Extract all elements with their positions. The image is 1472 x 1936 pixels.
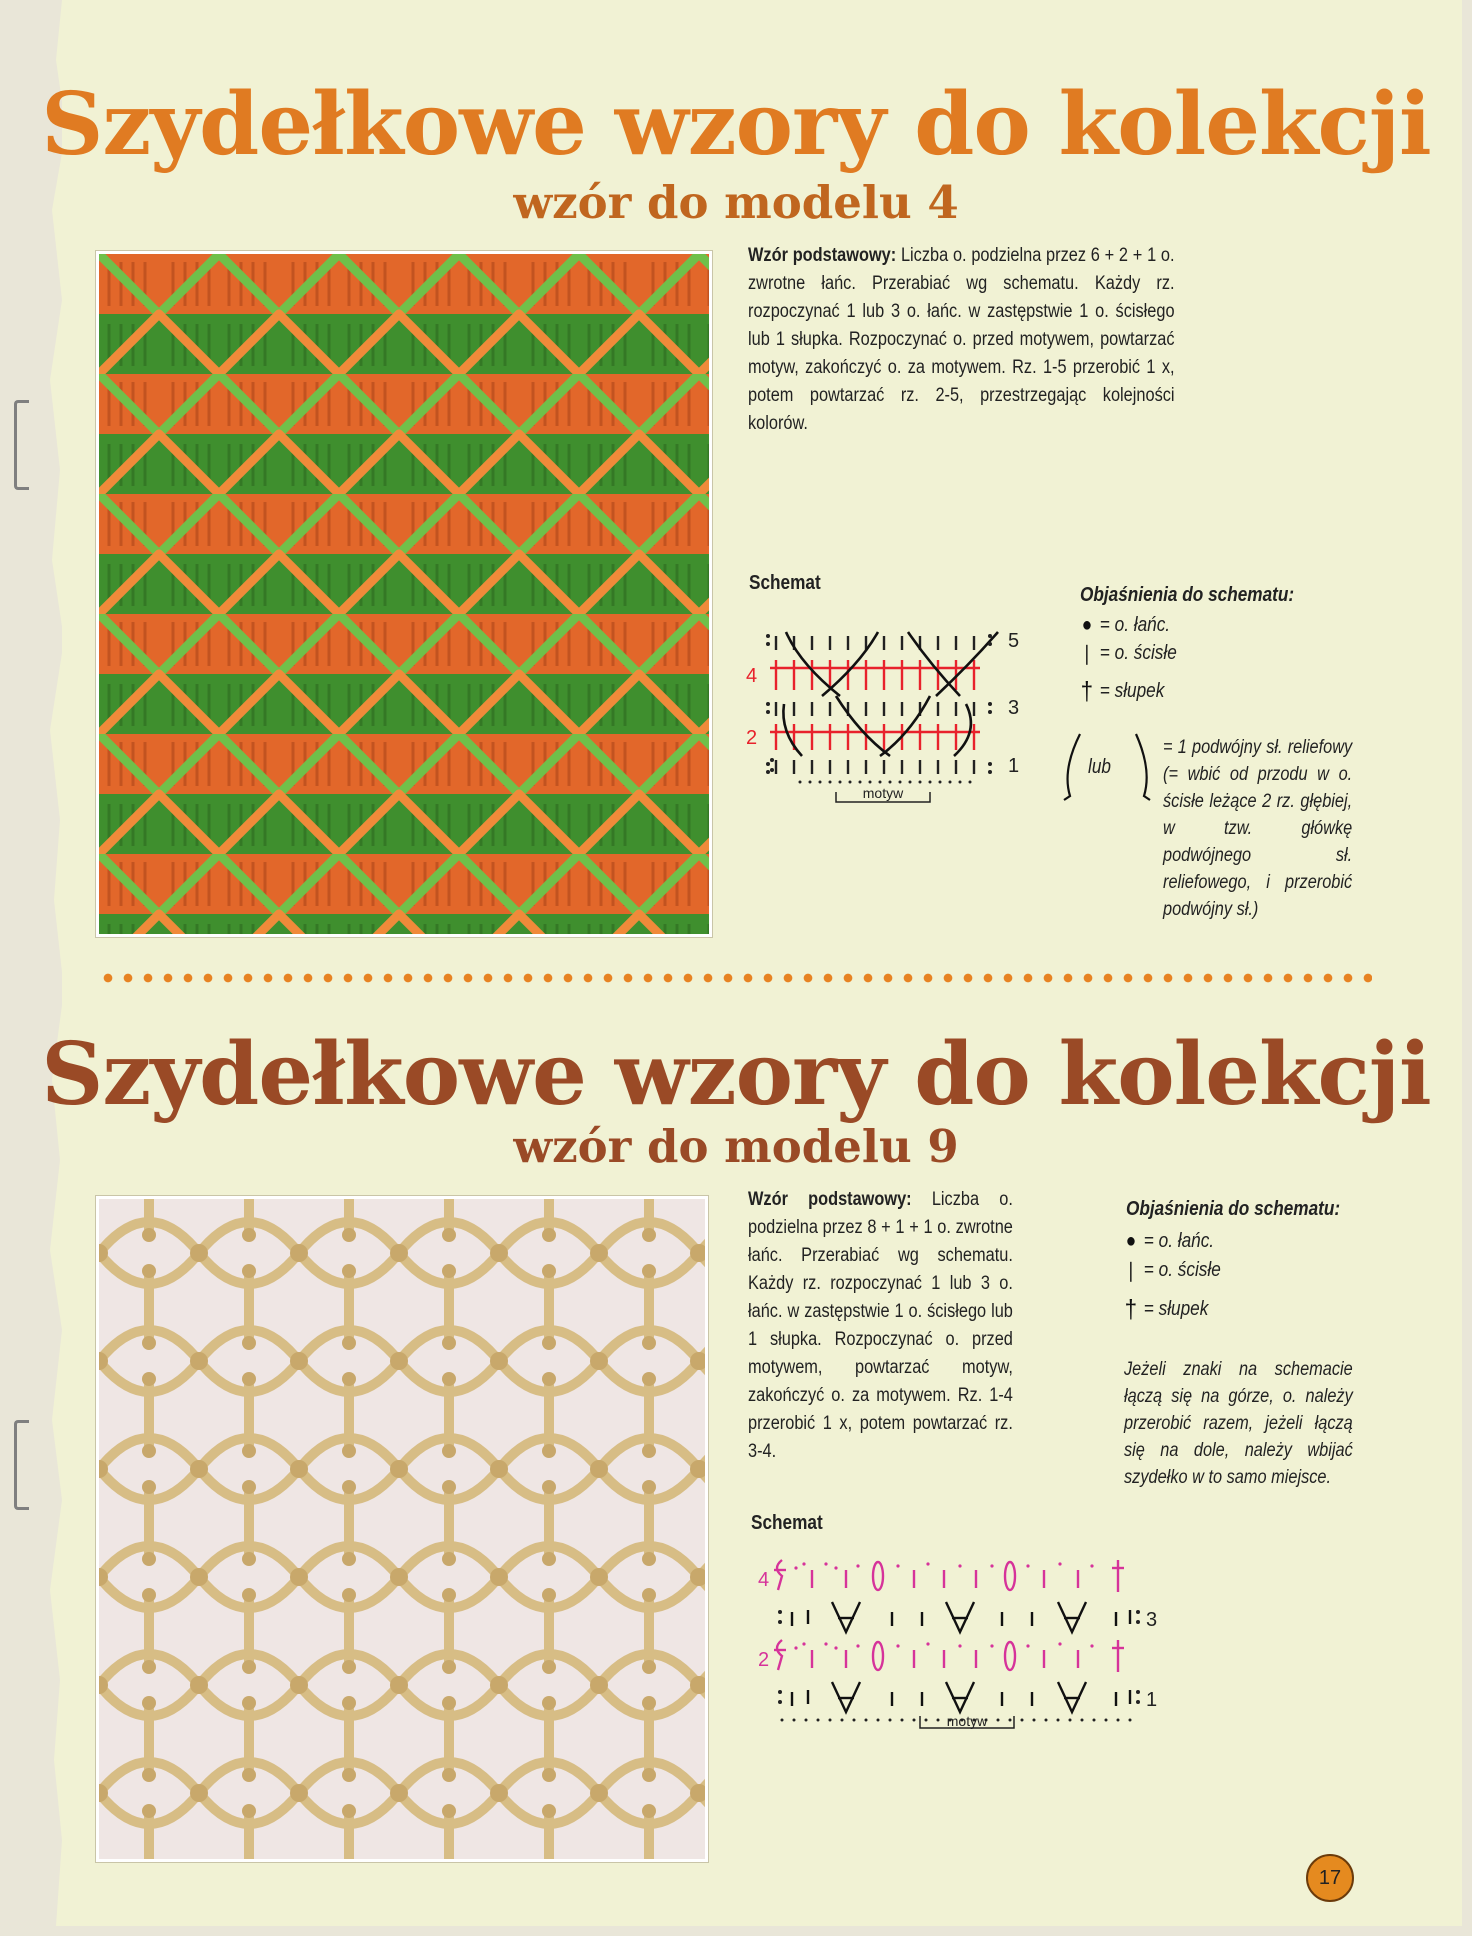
section1-legend-treble: † = słupek [1074,676,1164,707]
section2-base-pattern-text [748,1186,1013,1466]
section1-crochet-chart [740,624,1030,816]
stitch-photo-model-9 [96,1196,708,1862]
dagger-icon: † [1124,1294,1138,1324]
section1-legend-single: ❘ = o. ścisłe [1074,641,1177,666]
section2-subtitle: wzór do modelu 9 [513,1120,959,1173]
section1-row-number-4: 4 [746,665,758,687]
section2-base-pattern-label: Wzór podstawowy: [748,1189,912,1210]
section2-motif-label: motyw [946,1713,988,1729]
section2-legend-single: ❘ = o. ścisłe [1118,1258,1221,1283]
section1-row-number-2: 2 [746,727,758,749]
dotted-divider [98,971,1372,985]
section1-legend-title: Objaśnienia do schematu: [1080,584,1295,606]
dot-icon: ● [1081,614,1093,636]
staple [14,400,29,490]
torn-paper-edge [22,0,62,1926]
section2-joining-note: Jeżeli znaki na schemacie łączą się na górze, o. należy przerobić razem, jeżeli łączą się na dole, należy wbijać szydełko w to samo miejsce. [1124,1359,1353,1488]
section2-legend-chain: ● = o. łańc. [1118,1230,1214,1253]
section1-row-number-3: 3 [1008,697,1020,719]
section1-base-pattern-label: Wzór podstawowy: [748,245,897,266]
page-number: 17 [1306,1854,1354,1902]
section1-legend-chain: ● = o. łańc. [1074,614,1170,637]
section1-base-pattern-body: Liczba o. podzielna przez 6 + 2 + 1 o. zwrotne łańc. Przerabiać wg schematu. Każdy rz. rozpoczynać 1 lub 3 o. łańc. w zastępstwie 1 o. ścisłego lub 1 słupka. Rozpoczynać o. przed motywem, powtarzać motyw, zakończyć o. za motywem. Rz. 1-5 przerobić 1 x, potem powtarzać rz. 2-5, przestrzegając kolejności kolorów. [748,245,1175,434]
section2-title: Szydełkowe wzory do kolekcji [41,1024,1431,1125]
staple [14,1420,29,1510]
section2-schema-label: Schemat [751,1512,823,1534]
section1-subtitle: wzór do modelu 4 [513,176,959,229]
dot-icon: ● [1125,1230,1137,1252]
section1-base-pattern-text [748,242,1175,438]
section1-row-number-1: 1 [1008,755,1020,777]
section1-lub-label: lub [1088,756,1111,778]
section1-relief-explanation: = 1 podwójny sł. reliefowy (= wbić od przodu w o. ścisłe leżące 2 rz. głębiej, w tzw. główkę podwójnego sł. reliefowego, i przerobić podwójny sł.) [1163,737,1353,920]
section2-row-number-1: 1 [1146,1689,1158,1711]
vertical-bar-icon: ❘ [1123,1260,1139,1282]
vertical-bar-icon: ❘ [1079,643,1095,665]
dagger-icon: † [1080,676,1094,706]
section2-legend-treble: † = słupek [1118,1294,1208,1325]
section1-schema-label: Schemat [749,572,821,594]
section2-legend-title: Objaśnienia do schematu: [1126,1198,1341,1220]
section2-row-number-4: 4 [758,1569,770,1591]
section2-row-number-2: 2 [758,1649,770,1671]
section1-row-number-5: 5 [1008,630,1020,652]
stitch-photo-model-4 [96,251,712,937]
section1-motif-label: motyw [862,785,904,801]
section2-crochet-chart [752,1556,1162,1736]
section2-base-pattern-body: Liczba o. podzielna przez 8 + 1 + 1 o. zwrotne łańc. Przerabiać wg schematu. Każdy rz. rozpoczynać 1 lub 3 o. łańc. w zastępstwie 1 o. ścisłego lub 1 słupka. Rozpoczynać o. przed motywem, powtarzać motyw, zakończyć o. za motywem. Rz. 1-4 przerobić 1 x, potem powtarzać rz. 3-4. [748,1189,1013,1462]
section1-title: Szydełkowe wzory do kolekcji [41,74,1431,175]
section2-row-number-3: 3 [1146,1609,1158,1631]
